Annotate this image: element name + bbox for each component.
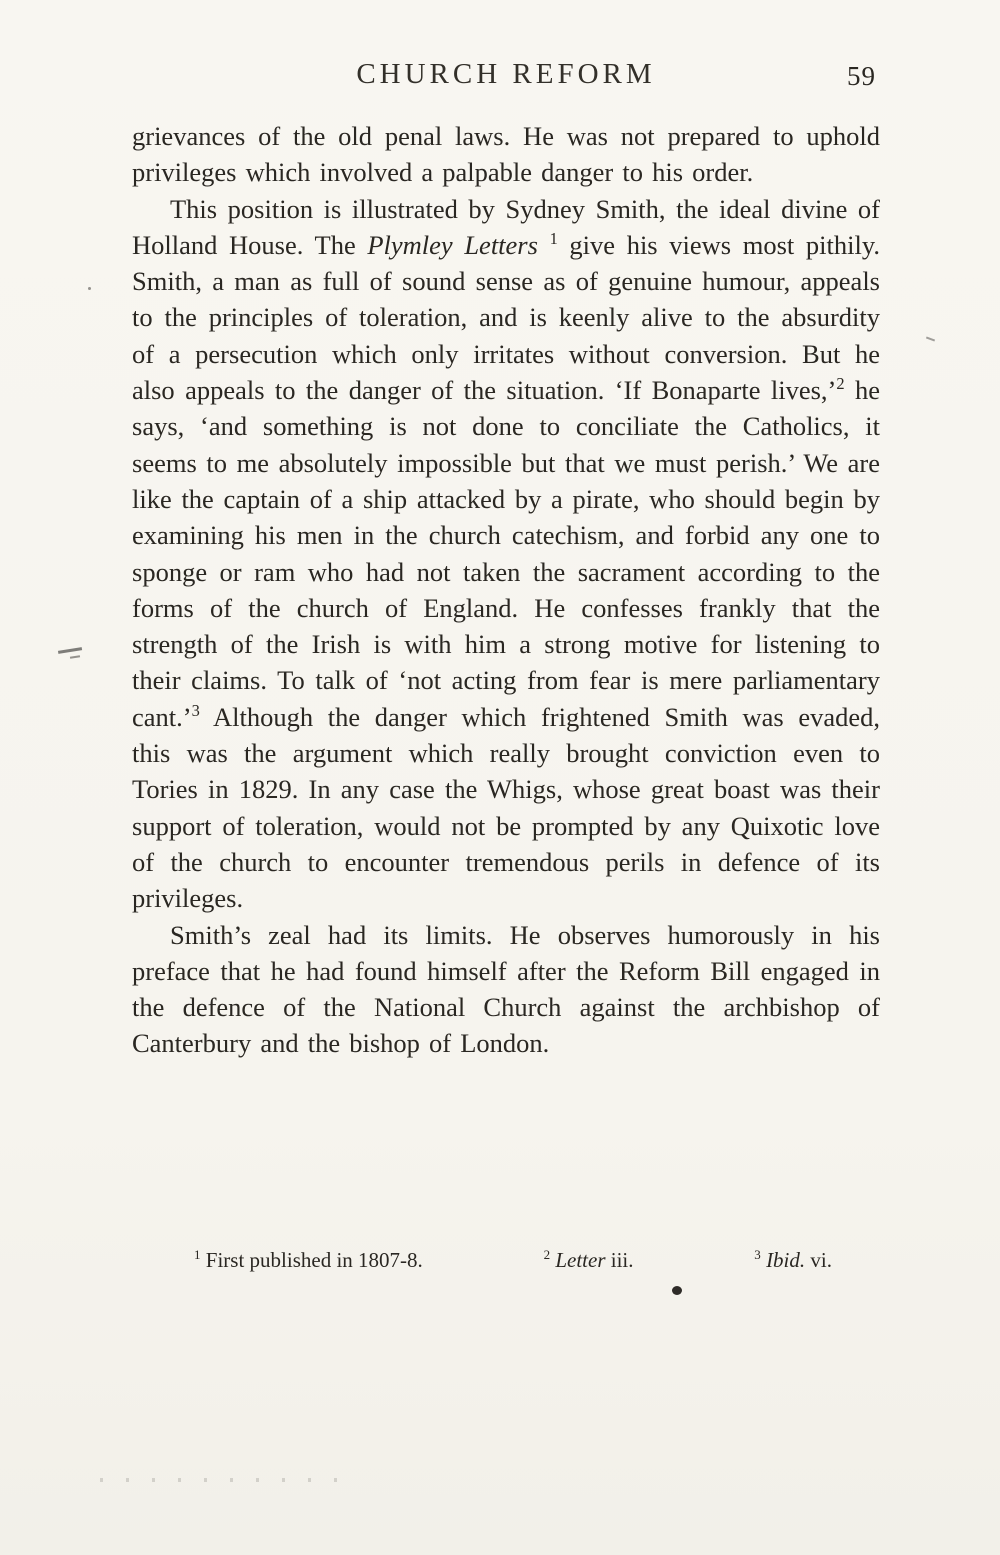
text-run: Ibid. <box>766 1248 806 1272</box>
ink-speck <box>672 1286 682 1295</box>
scan-artifact <box>70 655 80 659</box>
text-run: Plymley Letters <box>367 229 538 260</box>
footnote <box>544 1246 634 1274</box>
scan-artifact <box>88 287 91 290</box>
text-run: This position is illustrated by Sydney Smith, the ideal divine of Holland House. The <box>132 193 880 260</box>
scan-artifact <box>100 1478 340 1482</box>
text-run: 1 <box>549 229 558 249</box>
text-run: 2 <box>836 374 845 394</box>
paragraph <box>132 917 880 1062</box>
text-run: he says, ‘and something is not done to conciliate the Catholics, it seems to me absolutely impossible but that we must perish.’ We are like the captain of a ship attacked by a pirate, who should begin by examining his men in the church catechism, and forbid any one to sponge or ram who had not taken the sacrament according to the forms of the church of England. He confesses frankly that the strength of the Irish is with him a strong motive for listening to their claims. To talk of ‘not acting from fear is mere parliamentary cant.’ <box>132 375 880 732</box>
scan-artifact <box>58 647 82 653</box>
footnotes <box>132 1246 880 1274</box>
text-run: give his views most pithily. Smith, a man as full of sound sense as of genuine humour, appeals to the principles of toleration, and is keenly alive to the absurdity of a persecution which only irritates without conversion. But he also appeals to the danger of the situation. ‘If Bonaparte lives,’ <box>132 229 880 406</box>
text-run: iii. <box>605 1248 634 1272</box>
text-run: 1 <box>194 1247 201 1262</box>
text-run: 2 <box>543 1247 551 1262</box>
text-run: vi. <box>805 1248 832 1272</box>
text-run: Letter <box>555 1248 606 1272</box>
text-run: Although the danger which frightened Smith was evaded, this was the argument which really brought conviction even to Tories in 1829. In any case the Whigs, whose great boast was their support of toleration, would not be prompted by any Quixotic love of the church to encounter tremendous perils in defence of its privileges. <box>132 701 880 914</box>
page-header <box>132 58 880 94</box>
scan-artifact <box>926 337 935 342</box>
text-run: 3 <box>754 1247 761 1262</box>
running-title: CHURCH REFORM <box>356 58 656 90</box>
text-run: grievances of the old penal laws. He was not prepared to uphold privileges which involved a palpable danger to his order. <box>132 121 880 188</box>
footnote <box>754 1246 832 1274</box>
text-run: Smith’s zeal had its limits. He observes humorously in his preface that he had found himself after the Reform Bill engaged in the defence of the National Church against the archbishop of Canterbury and the bishop of London. <box>132 919 880 1059</box>
footnote <box>194 1246 423 1274</box>
paragraph <box>132 118 880 191</box>
text-run: 3 <box>191 700 200 720</box>
text-run: First published in 1807-8. <box>200 1248 423 1272</box>
paragraph <box>132 191 880 917</box>
text-run <box>538 230 550 260</box>
page-number: 59 <box>847 61 876 91</box>
text-block <box>132 118 880 1062</box>
